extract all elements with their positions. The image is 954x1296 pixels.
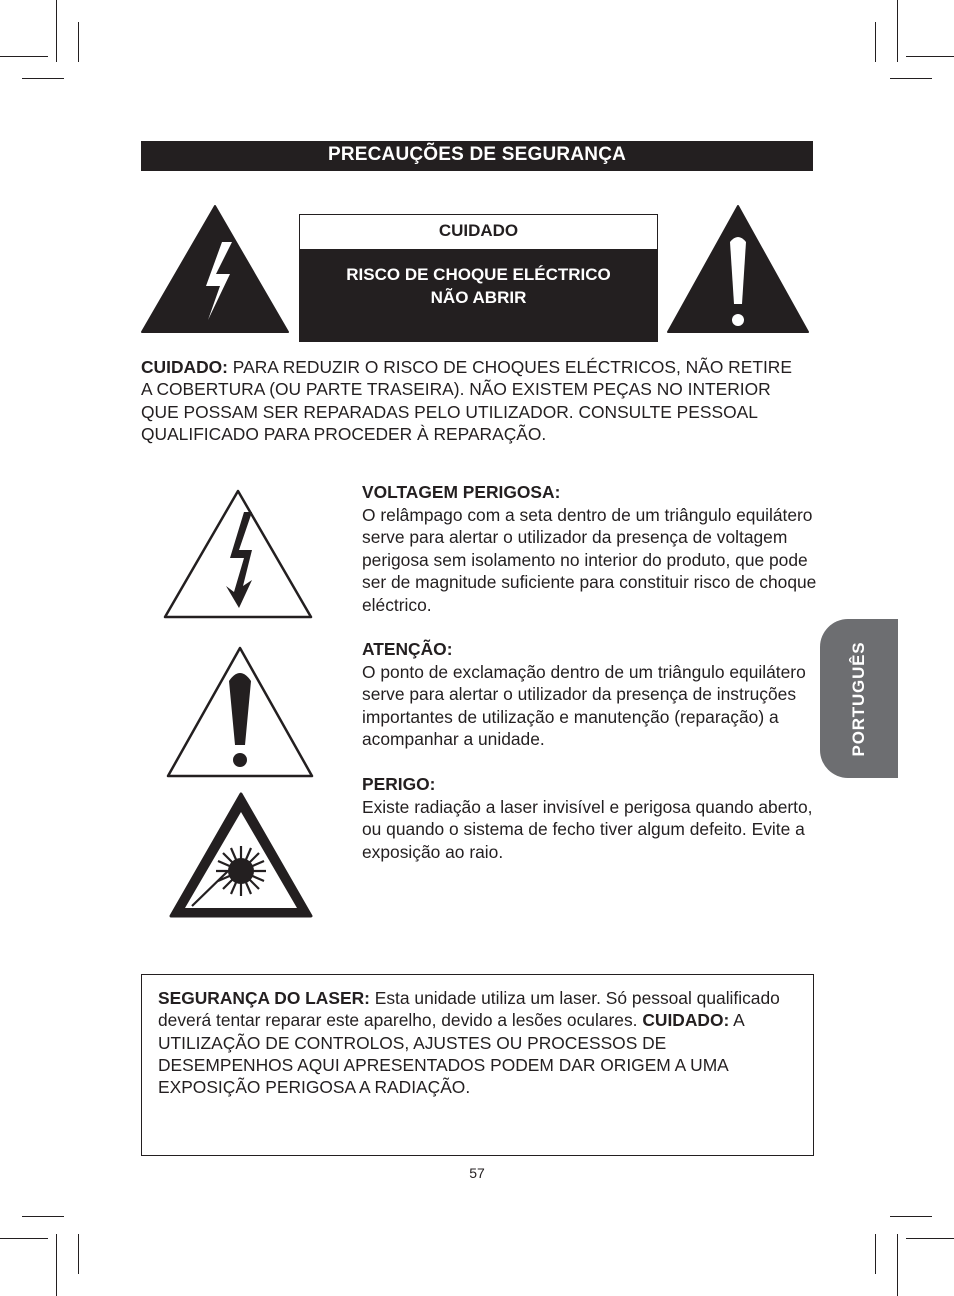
caution-title: CUIDADO: [438, 221, 519, 240]
section-text: O relâmpago com a seta dentro de um triângulo equilátero serve para alertar o utilizador da presença de voltagem perigosa sem isolamento no interior do produto, que pode ser de magnitude suficiente para constituir risco de choque eléctrico.: [362, 504, 817, 615]
section-text: O ponto de exclamação dentro de um triângulo equilátero serve para alertar o utilizador da presença de instruções importantes de utilização e manutenção (reparação) a acompanhar a unidade.: [362, 661, 806, 749]
laser-safety-text: Esta unidade utiliza um laser. Só pessoal qualificado deverá tentar reparar este aparelho, devido a lesões oculares.: [158, 988, 780, 1031]
danger-section: [362, 773, 817, 863]
dangerous-voltage-icon: [162, 488, 314, 620]
section-header: PRECAUÇÕES DE SEGURANÇA: [141, 141, 813, 171]
warning-label: CUIDADO:: [141, 357, 228, 377]
section-title: PERIGO:: [362, 774, 436, 794]
warning-paragraph: [141, 356, 801, 445]
laser-safety-box: [141, 974, 814, 1156]
lightning-triangle-icon: [140, 204, 290, 334]
attention-icon: [165, 645, 315, 779]
laser-radiation-icon: [168, 790, 314, 920]
caution-message: [300, 249, 657, 341]
dangerous-voltage-section: [362, 481, 817, 616]
laser-safety-label: SEGURANÇA DO LASER:: [158, 988, 370, 1008]
attention-section: [362, 638, 817, 751]
language-tab-label: PORTUGUÊS: [849, 641, 868, 756]
page-number: 57: [469, 1165, 485, 1181]
caution-box: [299, 214, 658, 342]
section-title: ATENÇÃO:: [362, 639, 453, 659]
caution-line-1: RISCO DE CHOQUE ELÉCTRICO: [346, 265, 611, 284]
laser-caution-label: CUIDADO:: [642, 1010, 730, 1031]
caution-line-2: NÃO ABRIR: [430, 288, 527, 307]
language-tab: [820, 619, 898, 778]
section-text: Existe radiação a laser invisível e perigosa quando aberto, ou quando o sistema de fecho tiver algum defeito. Evite a exposição ao raio.: [362, 796, 813, 862]
exclamation-triangle-icon: [666, 204, 810, 334]
laser-caution-text: A UTILIZAÇÃO DE CONTROLOS, AJUSTES OU PROCESSOS DE DESEMPENHOS AQUI APRESENTADOS PODEM DAR ORIGEM A UMA EXPOSIÇÃO PERIGOSA A RADIAÇÃO.: [158, 1010, 744, 1098]
section-title: VOLTAGEM PERIGOSA:: [362, 482, 561, 502]
warning-text: PARA REDUZIR O RISCO DE CHOQUES ELÉCTRICOS, NÃO RETIRE A COBERTURA (OU PARTE TRASEIRA). NÃO EXISTEM PEÇAS NO INTERIOR QUE POSSAM SER REPARADAS PELO UTILIZADOR. CONSULTE PESSOAL QUALIFICADO PARA PROCEDER À REPARAÇÃO.: [141, 357, 792, 444]
